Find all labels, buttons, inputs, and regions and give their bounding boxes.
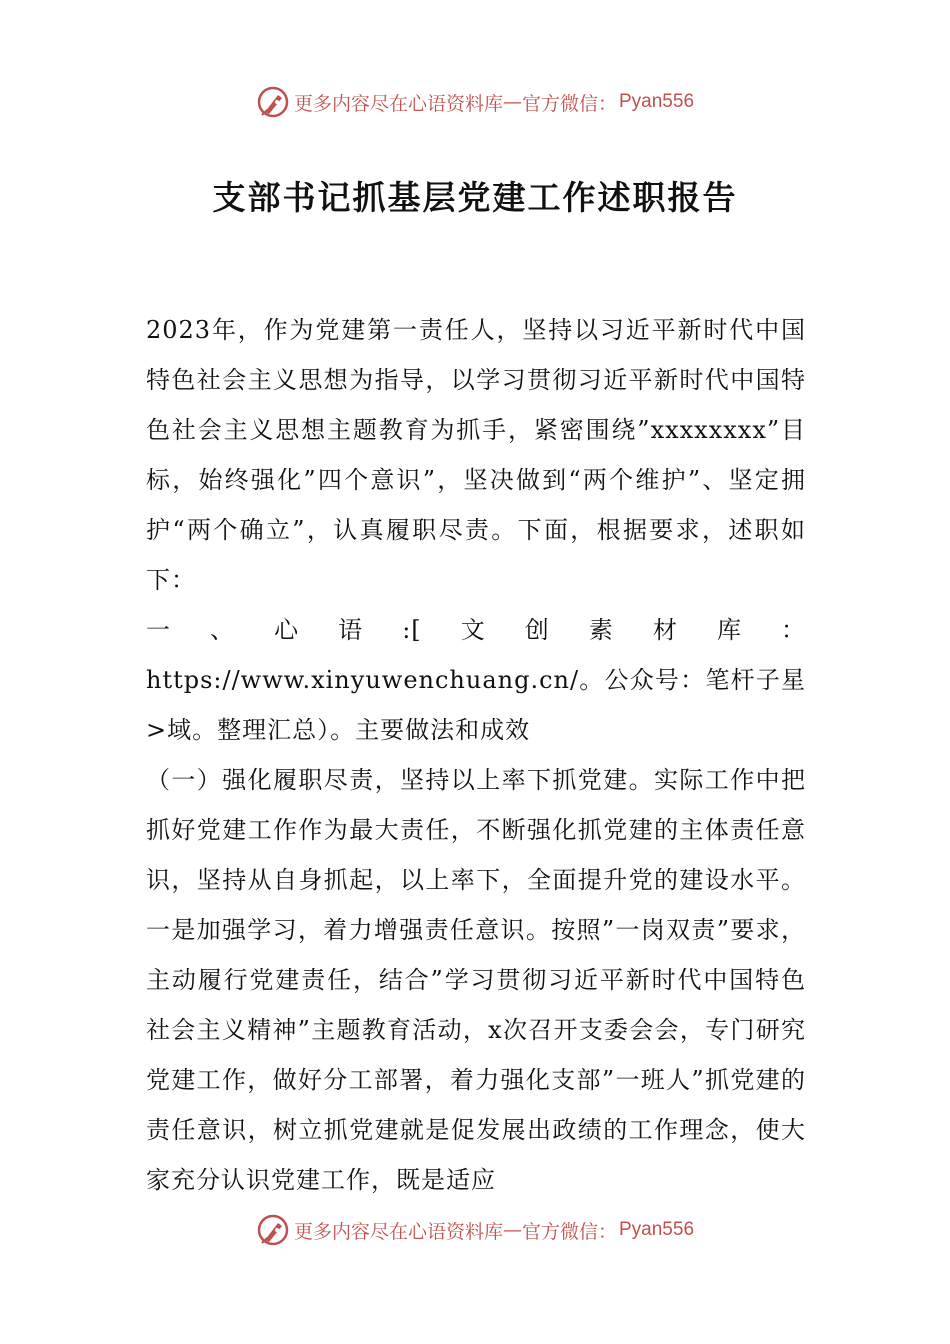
header-watermark <box>0 82 950 122</box>
footer-watermark <box>0 1210 950 1250</box>
paragraph-intro: 2023年，作为党建第一责任人，坚持以习近平新时代中国特色社会主义思想为指导，以学习贯彻习近平新时代中国特色社会主义思想主题教育为抓手，紧密围绕”xxxxxxxx”目标，始终强化”四个意识”，坚决做到“两个维护”、坚定拥护“两个确立”，认真履职尽责。下面，根据要求，述职如下： <box>146 316 806 594</box>
watermark-separator: — <box>502 1219 522 1241</box>
document-body <box>146 305 806 1205</box>
pen-nib-circle-icon <box>256 85 290 119</box>
watermark-wechat-id: Pyan556 <box>619 1219 695 1240</box>
paragraph-section-one: （一）强化履职尽责，坚持以上率下抓党建。实际工作中把抓好党建工作作为最大责任，不断强化抓党建的主体责任意识，坚持从自身抓起，以上率下，全面提升党的建设水平。一是加强学习，着力增强责任意识。按照”一岗双责”要求，主动履行党建责任，结合”学习贯彻习近平新时代中国特色社会主义精神”主题教育活动，x次召开支委会会，专门研究党建工作，做好分工部署，着力强化支部”一班人”抓党建的责任意识，树立抓党建就是促发展出政绩的工作理念，使大家充分认识党建工作，既是适应 <box>146 766 806 1194</box>
pen-nib-circle-icon <box>256 1213 290 1247</box>
paragraph-section-heading: 一、心语:[文创素材库：https://www.xinyuwenchuang.cn/。公众号：笔杆子星>域。整理汇总）。主要做法和成效 <box>146 616 806 744</box>
watermark-wechat-id: Pyan556 <box>619 91 695 112</box>
document-title: 支部书记抓基层党建工作述职报告 <box>212 178 738 217</box>
watermark-text: 更多内容尽在心语资料库 <box>293 92 503 115</box>
watermark-wechat-label: 官方微信： <box>521 1220 617 1243</box>
watermark-separator: — <box>502 91 522 113</box>
watermark-text: 更多内容尽在心语资料库 <box>293 1220 503 1243</box>
watermark-wechat-label: 官方微信： <box>521 92 617 115</box>
